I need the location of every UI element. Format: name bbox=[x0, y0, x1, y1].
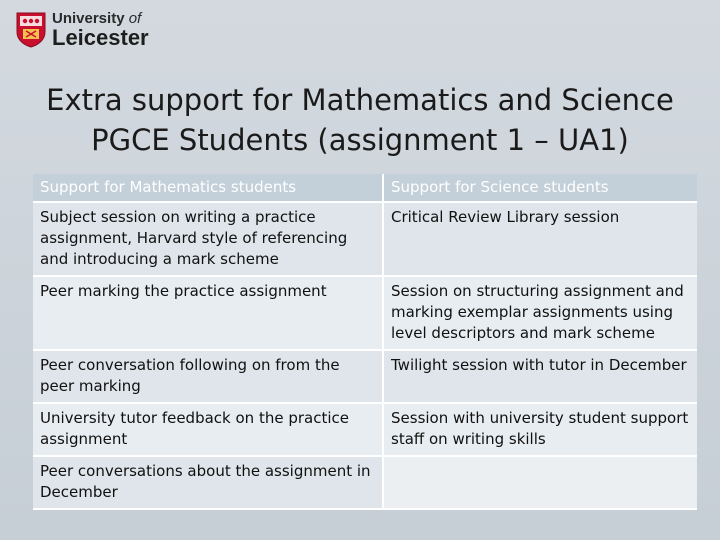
table-cell-maths: Peer conversations about the assignment in December bbox=[33, 457, 384, 510]
header-mathematics: Support for Mathematics students bbox=[33, 174, 384, 203]
slide-title bbox=[0, 80, 720, 160]
table-cell-maths: University tutor feedback on the practice assignment bbox=[33, 404, 384, 457]
table-row bbox=[33, 351, 697, 404]
table-row bbox=[33, 404, 697, 457]
university-logo bbox=[16, 10, 149, 50]
slide-title-line-1: Extra support for Mathematics and Science bbox=[46, 83, 674, 117]
logo-leicester-text: Leicester bbox=[52, 25, 149, 50]
table-row bbox=[33, 203, 697, 277]
table-cell-science: Twilight session with tutor in December bbox=[384, 351, 697, 404]
support-table bbox=[33, 174, 697, 510]
slide-title-line-2: PGCE Students (assignment 1 – UA1) bbox=[91, 123, 629, 157]
table-cell-science: Critical Review Library session bbox=[384, 203, 697, 277]
logo-university-text: University bbox=[52, 10, 125, 27]
shield-icon bbox=[16, 12, 46, 48]
table-row bbox=[33, 457, 697, 510]
table-row bbox=[33, 277, 697, 351]
table-cell-science: Session on structuring assignment and marking exemplar assignments using level descriptors and mark scheme bbox=[384, 277, 697, 351]
table-header-row bbox=[33, 174, 697, 203]
header-science: Support for Science students bbox=[384, 174, 697, 203]
table-cell-maths: Subject session on writing a practice assignment, Harvard style of referencing and introducing a mark scheme bbox=[33, 203, 384, 277]
table-cell-science: Session with university student support staff on writing skills bbox=[384, 404, 697, 457]
table-cell-maths: Peer marking the practice assignment bbox=[33, 277, 384, 351]
table-cell-maths: Peer conversation following on from the peer marking bbox=[33, 351, 384, 404]
table-cell-science-empty bbox=[384, 457, 697, 510]
logo-of-text: of bbox=[128, 10, 142, 27]
